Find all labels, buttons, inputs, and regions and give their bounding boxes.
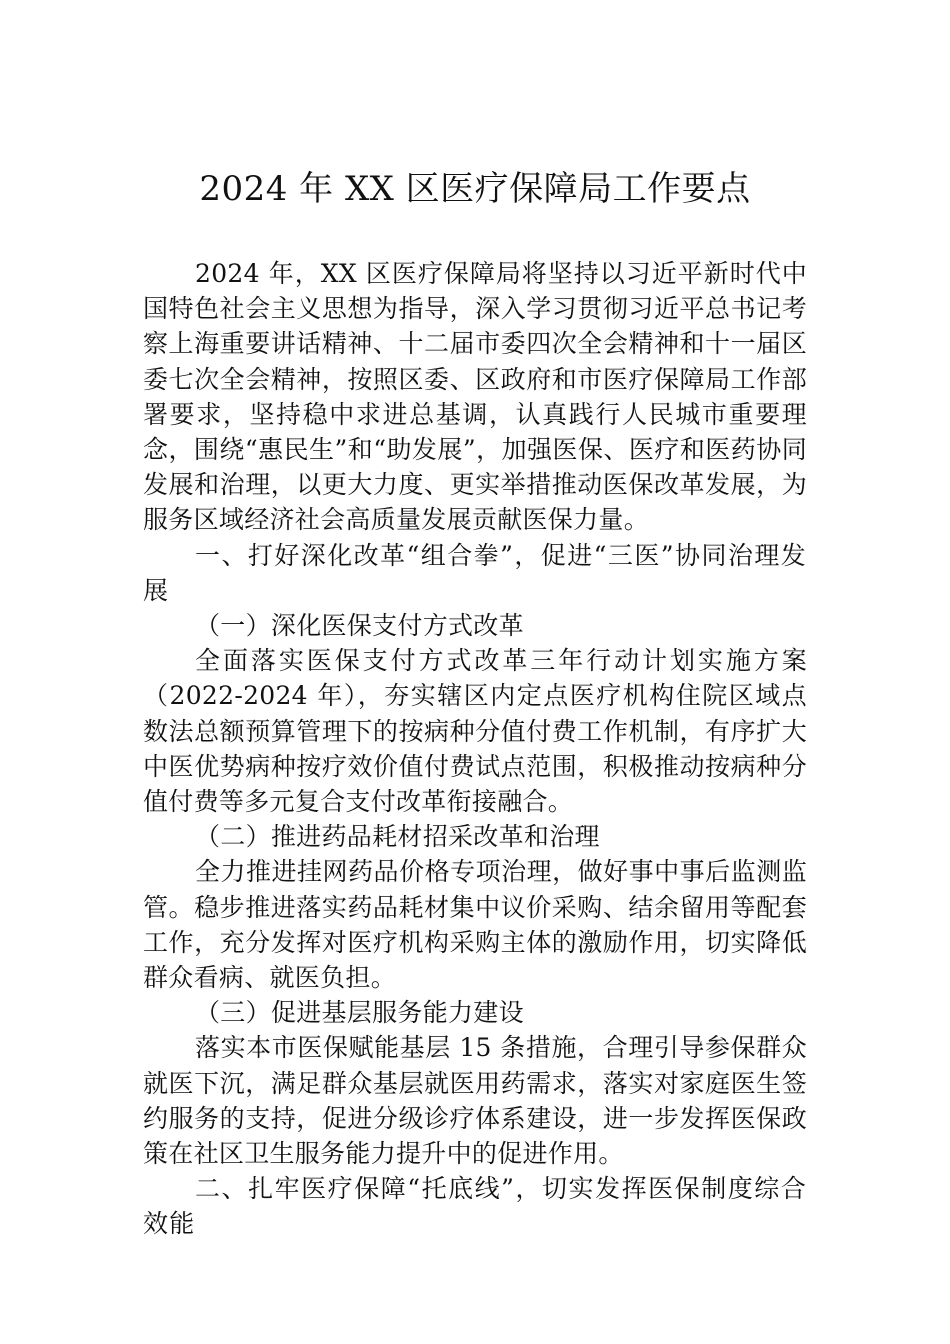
- section-heading-1: 一、打好深化改革“组合拳”，促进“三医”协同治理发展: [143, 540, 807, 605]
- subsection-heading-1: （一）深化医保支付方式改革: [195, 611, 524, 641]
- subsection-heading-3: （三）促进基层服务能力建设: [195, 998, 524, 1028]
- intro-paragraph: 2024 年，XX 区医疗保障局将坚持以习近平新时代中国特色社会主义思想为指导，深入学习贯彻习近平总书记考察上海重要讲话精神、十二届市委四次全会精神和十一届区委七次全会精神，按照区委、区政府和市医疗保障局工作部署要求，坚持稳中求进总基调，认真践行人民城市重要理念，围绕“惠民生”和“助发展”，加强医保、医疗和医药协同发展和治理，以更大力度、更实举措推动医保改革发展，为服务区域经济社会高质量发展贡献医保力量。: [143, 259, 807, 535]
- subsection-paragraph-3: 落实本市医保赋能基层 15 条措施，合理引导参保群众就医下沉，满足群众基层就医用药需求，落实对家庭医生签约服务的支持，促进分级诊疗体系建设，进一步发挥医保政策在社区卫生服务能力提升中的促进作用。: [143, 1033, 807, 1169]
- subsection-paragraph-1: 全面落实医保支付方式改革三年行动计划实施方案（2022-2024 年），夯实辖区内定点医疗机构住院区域点数法总额预算管理下的按病种分值付费工作机制，有序扩大中医优势病种按疗效价值付费试点范围，积极推动按病种分值付费等多元复合支付改革衔接融合。: [143, 646, 807, 817]
- section-heading-2: 二、扎牢医疗保障“托底线”，切实发挥医保制度综合效能: [143, 1174, 807, 1239]
- subsection-heading-2: （二）推进药品耗材招采改革和治理: [195, 822, 600, 852]
- document-body: [143, 256, 807, 1242]
- document-title: 2024 年 XX 区医疗保障局工作要点: [199, 169, 751, 209]
- subsection-paragraph-2: 全力推进挂网药品价格专项治理，做好事中事后监测监管。稳步推进落实药品耗材集中议价采购、结余留用等配套工作，充分发挥对医疗机构采购主体的激励作用，切实降低群众看病、就医负担。: [143, 857, 807, 993]
